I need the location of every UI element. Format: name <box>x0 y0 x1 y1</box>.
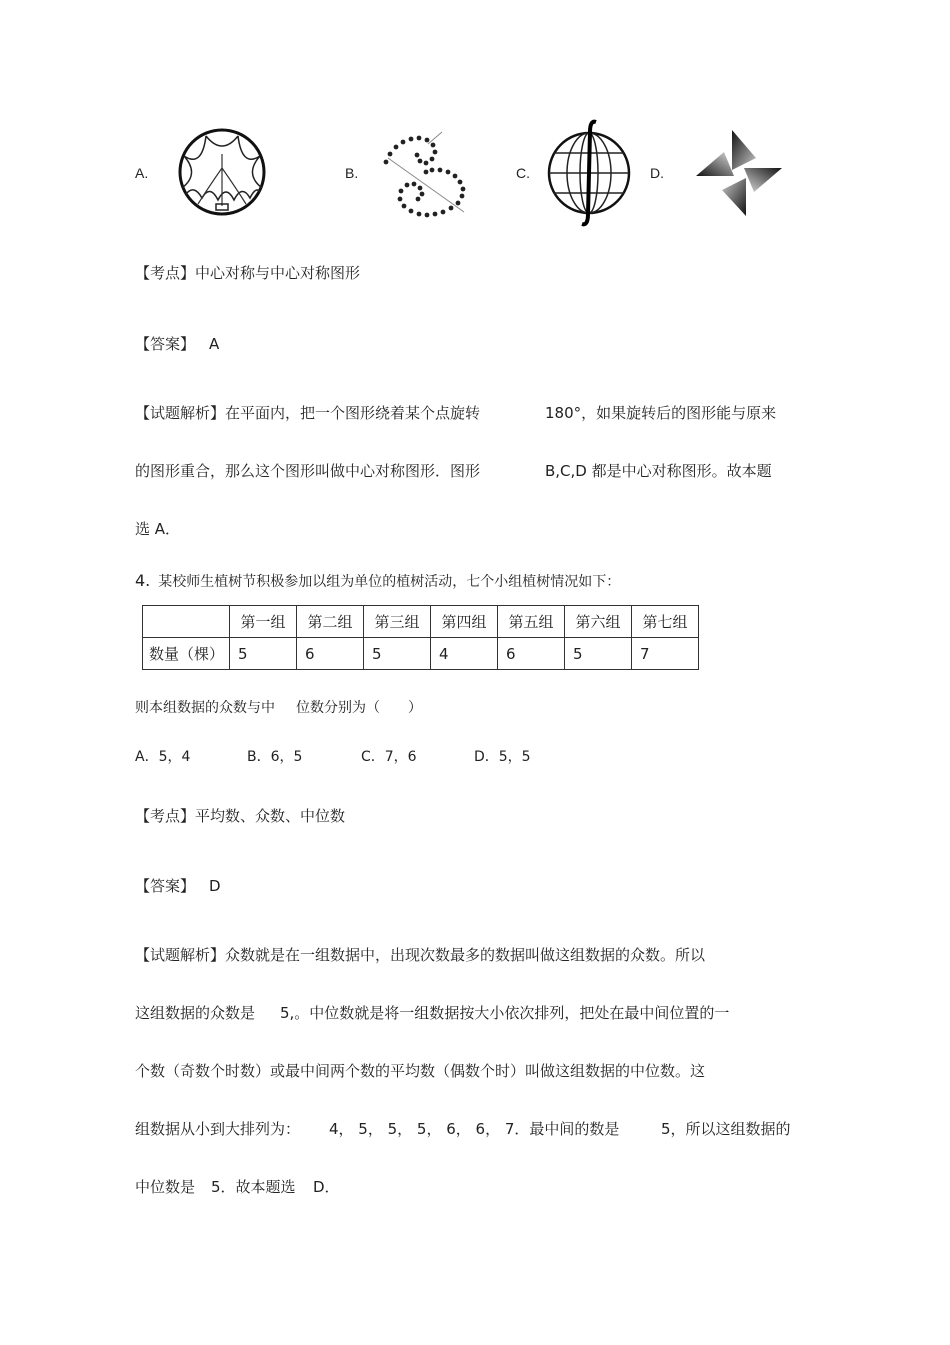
choice-a: A．5，4 <box>135 749 191 765</box>
q4-analysis-line-5c: D． <box>313 1178 340 1196</box>
table-cell: 6 <box>297 638 364 670</box>
q4-analysis-line-5b: 5．故本题选 <box>211 1178 296 1196</box>
q4-analysis-line-5a: 中位数是 <box>135 1178 196 1196</box>
table-row-header: 数量（棵） <box>143 638 230 670</box>
circle-arc-pattern-icon <box>172 128 272 216</box>
dotted-s-curves-icon <box>380 128 472 220</box>
q4-question-b: 位数分别为（ ） <box>296 700 422 716</box>
table-header-cell: 第二组 <box>297 606 364 638</box>
q4-analysis-line-1: 【试题解析】众数就是在一组数据中，出现次数最多的数据叫做这组数据的众数。所以 <box>135 946 706 964</box>
q4-analysis-line-4c: 5，所以这组数据的 <box>661 1120 791 1138</box>
choice-b: B．6，5 <box>247 749 303 765</box>
table-cell: 6 <box>498 638 565 670</box>
q4-answer: 【答案】 D <box>135 877 221 895</box>
q3-analysis-line-1b: 180°，如果旋转后的图形能与原来 <box>545 404 777 422</box>
table-row <box>143 606 699 638</box>
table-cell: 4 <box>431 638 498 670</box>
table-cell: 5 <box>364 638 431 670</box>
globe-integral-icon <box>546 118 632 228</box>
q3-kaodian: 【考点】中心对称与中心对称图形 <box>135 264 361 282</box>
table-header-cell: 第六组 <box>565 606 632 638</box>
option-c-label: C. <box>516 165 530 181</box>
q4-question-a: 则本组数据的众数与中 <box>135 700 275 716</box>
table-cell: 7 <box>632 638 699 670</box>
option-a-label: A. <box>135 165 149 181</box>
table-row <box>143 638 699 670</box>
table-corner-cell <box>143 606 230 638</box>
q4-analysis-line-4b: 4， 5， 5， 5， 6， 6， 7．最中间的数是 <box>329 1120 620 1138</box>
option-d-label: D. <box>650 165 664 181</box>
choice-c: C．7，6 <box>361 749 417 765</box>
q3-analysis-line-3: 选 A． <box>135 520 181 538</box>
q4-kaodian: 【考点】平均数、众数、中位数 <box>135 807 346 825</box>
q4-analysis-line-2a: 这组数据的众数是 <box>135 1004 256 1022</box>
table-header-cell: 第七组 <box>632 606 699 638</box>
table-header-cell: 第三组 <box>364 606 431 638</box>
table-cell: 5 <box>565 638 632 670</box>
q3-analysis-line-2: 的图形重合，那么这个图形叫做中心对称图形．图形 <box>135 462 481 480</box>
table-header-cell: 第一组 <box>230 606 297 638</box>
planting-table <box>142 605 699 670</box>
pinwheel-triangles-icon <box>694 128 784 218</box>
q3-analysis-line-2b: B,C,D 都是中心对称图形。故本题 <box>545 462 772 480</box>
option-b-label: B. <box>345 165 359 181</box>
choice-d: D．5，5 <box>474 749 531 765</box>
q4-analysis-line-4a: 组数据从小到大排列为： <box>135 1120 301 1138</box>
table-header-cell: 第四组 <box>431 606 498 638</box>
table-header-cell: 第五组 <box>498 606 565 638</box>
q4-analysis-line-3: 个数（奇数个时数）或最中间两个数的平均数（偶数个时）叫做这组数据的中位数。这 <box>135 1062 706 1080</box>
q3-answer: 【答案】 A <box>135 335 220 353</box>
q4-analysis-line-2b: 5,。中位数就是将一组数据按大小依次排列，把处在最中间位置的一 <box>280 1004 730 1022</box>
table-cell: 5 <box>230 638 297 670</box>
q3-analysis-line-1: 【试题解析】在平面内，把一个图形绕着某个点旋转 <box>135 404 481 422</box>
q4-stem: 4. 某校师生植树节积极参加以组为单位的植树活动，七个小组植树情况如下： <box>135 571 621 590</box>
